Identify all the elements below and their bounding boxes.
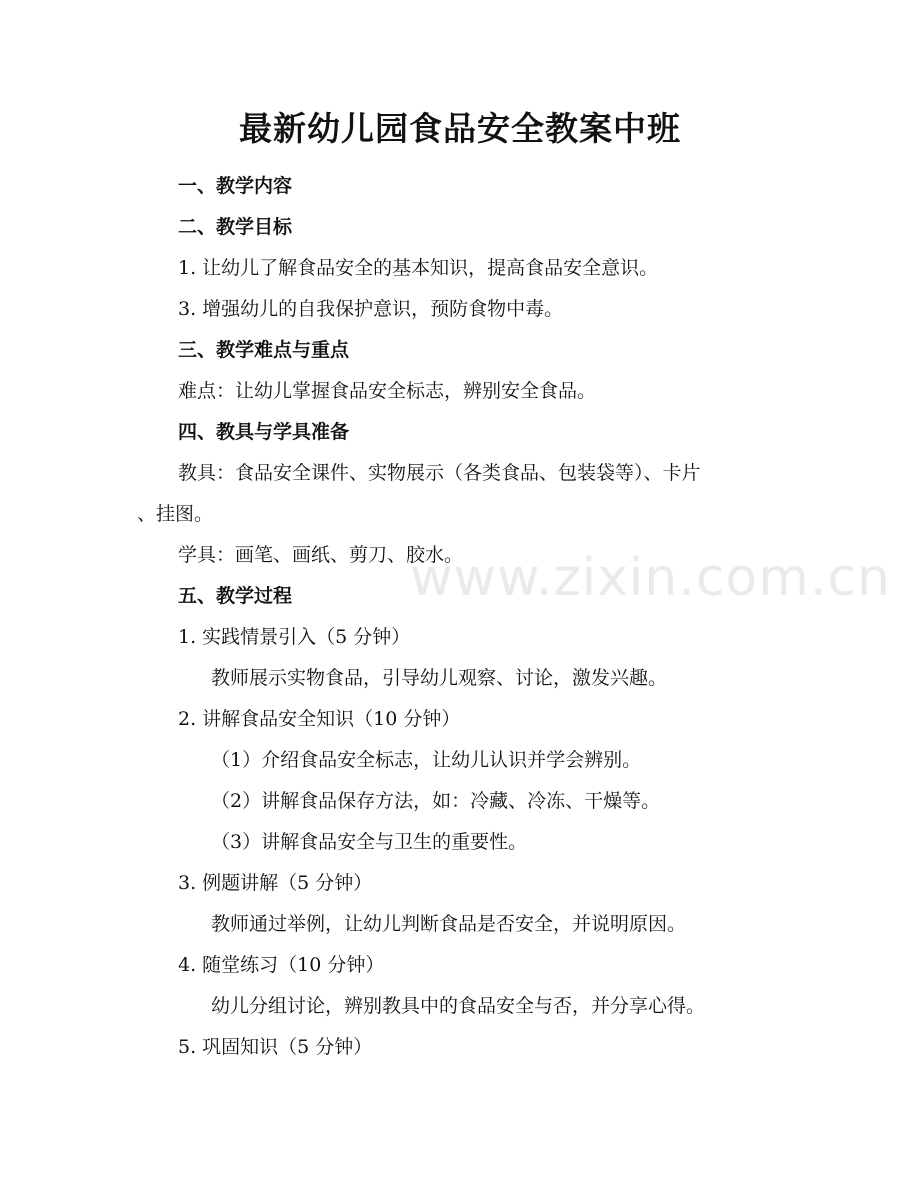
goal-item-3: 3. 增强幼儿的自我保护意识，预防食物中毒。 bbox=[178, 298, 564, 320]
watermark-text: www.zixin.com.cn bbox=[410, 548, 891, 608]
section-heading-tools: 四、教具与学具准备 bbox=[178, 421, 350, 443]
section-heading-process: 五、教学过程 bbox=[178, 585, 293, 607]
page-title: 最新幼儿园食品安全教案中班 bbox=[239, 109, 681, 148]
process-step-5: 5. 巩固知识（5 分钟） bbox=[178, 1036, 373, 1058]
teaching-tools-text-continued: 、挂图。 bbox=[137, 503, 214, 525]
process-step-1: 1. 实践情景引入（5 分钟） bbox=[178, 626, 411, 648]
section-heading-content: 一、教学内容 bbox=[178, 175, 293, 197]
student-tools-text: 学具：画笔、画纸、剪刀、胶水。 bbox=[178, 544, 464, 566]
process-step-2-item-1: （1）介绍食品安全标志，让幼儿认识并学会辨别。 bbox=[211, 749, 642, 771]
process-step-2-item-2: （2）讲解食品保存方法，如：冷藏、冷冻、干燥等。 bbox=[211, 790, 661, 812]
process-step-1-description: 教师展示实物食品，引导幼儿观察、讨论，激发兴趣。 bbox=[211, 667, 668, 689]
teaching-tools-text: 教具：食品安全课件、实物展示（各类食品、包装袋等）、卡片 bbox=[178, 462, 701, 484]
section-heading-goals: 二、教学目标 bbox=[178, 216, 293, 238]
process-step-2-item-3: （3）讲解食品安全与卫生的重要性。 bbox=[211, 831, 528, 853]
process-step-3: 3. 例题讲解（5 分钟） bbox=[178, 872, 373, 894]
section-heading-difficulty: 三、教学难点与重点 bbox=[178, 339, 350, 361]
process-step-2: 2. 讲解食品安全知识（10 分钟） bbox=[178, 708, 461, 730]
process-step-3-description: 教师通过举例，让幼儿判断食品是否安全，并说明原因。 bbox=[211, 913, 687, 935]
process-step-4-description: 幼儿分组讨论，辨别教具中的食品安全与否，并分享心得。 bbox=[211, 995, 706, 1017]
goal-item-1: 1. 让幼儿了解食品安全的基本知识，提高食品安全意识。 bbox=[178, 257, 659, 279]
process-step-4: 4. 随堂练习（10 分钟） bbox=[178, 954, 385, 976]
difficulty-text: 难点：让幼儿掌握食品安全标志，辨别安全食品。 bbox=[178, 380, 597, 402]
